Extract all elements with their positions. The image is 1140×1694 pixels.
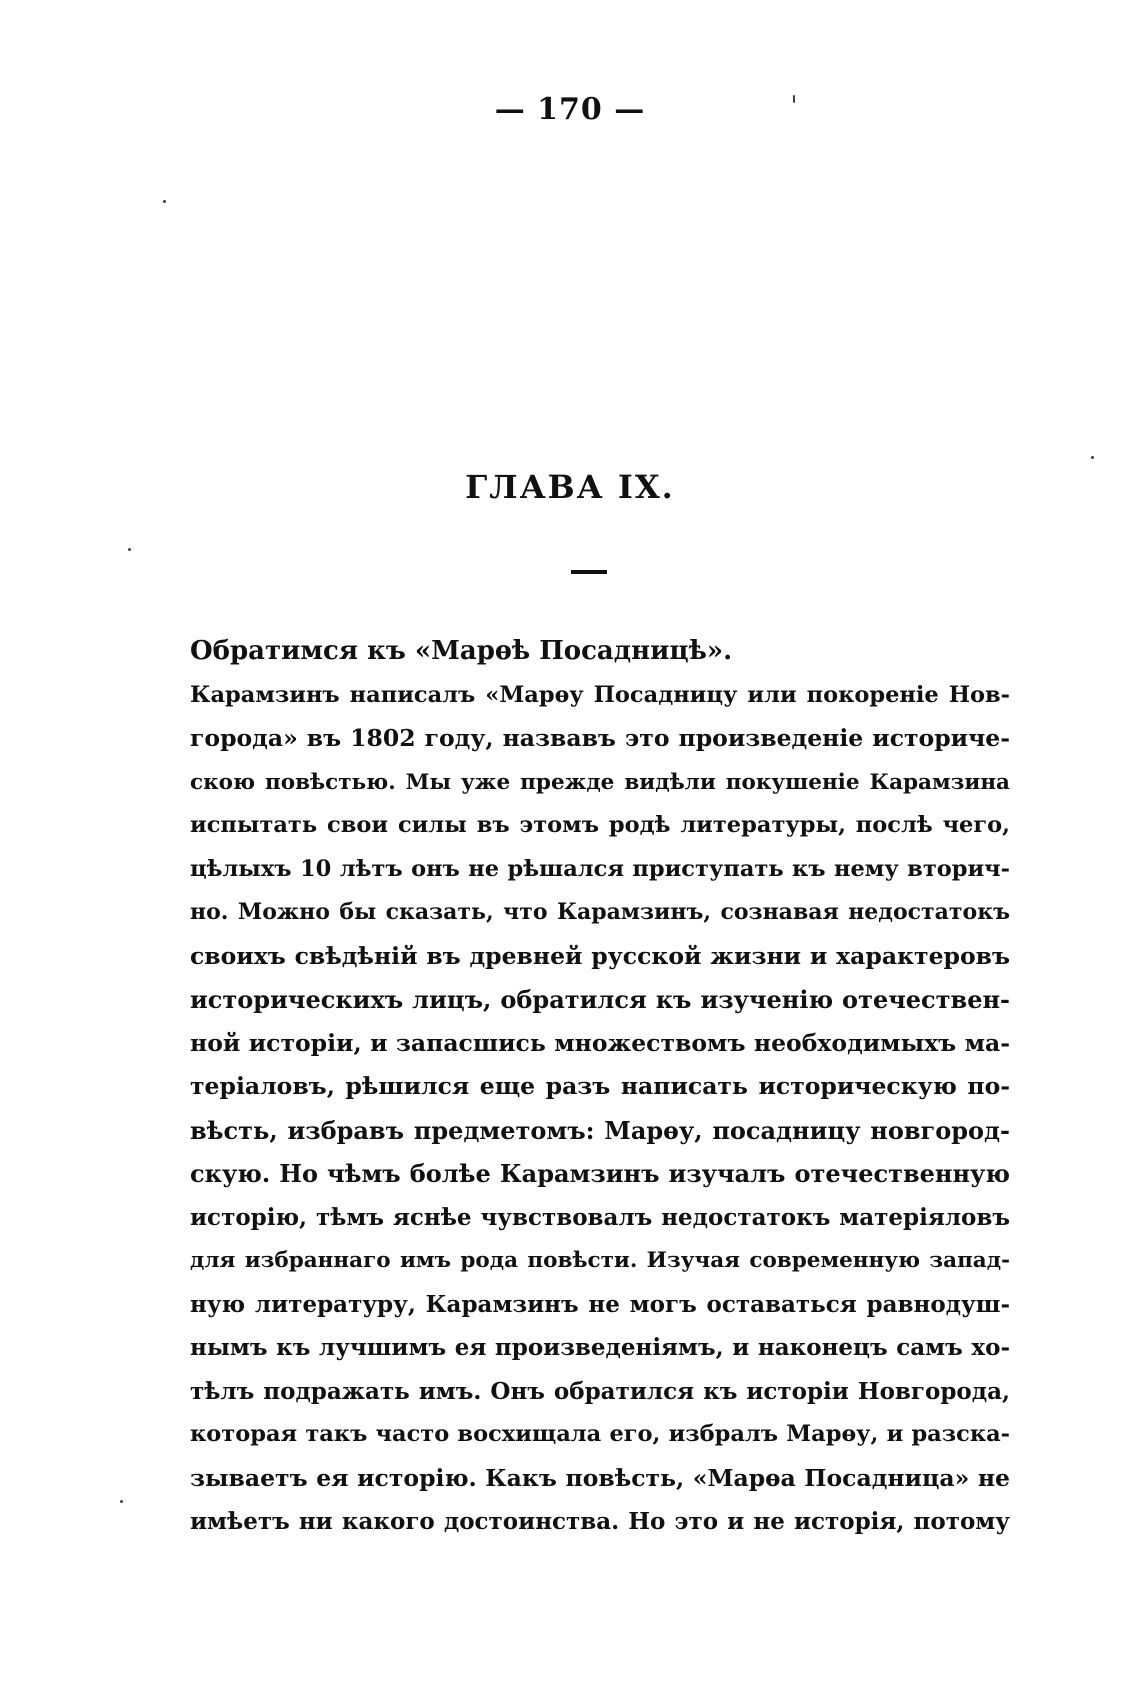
page-number: — 170 — bbox=[494, 92, 646, 127]
print-speck bbox=[120, 1500, 123, 1503]
print-speck bbox=[1091, 456, 1094, 459]
text-line: Обратимся къ «Марѳѣ Посадницѣ». bbox=[190, 636, 733, 666]
print-speck bbox=[128, 548, 131, 551]
text-line: вѣсть, избравъ предметомъ: Марѳу, посадницу новгород- bbox=[190, 1115, 1010, 1145]
text-line: исторію, тѣмъ яснѣе чувствовалъ недостатокъ матеріяловъ bbox=[190, 1203, 1010, 1231]
text-line: скою повѣстью. Мы уже прежде видѣли покушеніе Карамзина bbox=[190, 769, 1010, 795]
text-line: теріаловъ, рѣшился еще разъ написать историческую по- bbox=[190, 1072, 1010, 1100]
chapter-title: ГЛАВА IX. bbox=[465, 468, 675, 506]
text-line: тѣлъ подражать имъ. Онъ обратился къ исторіи Новгорода, bbox=[190, 1377, 1010, 1405]
text-line: но. Можно бы сказать, что Карамзинъ, сознавая недостатокъ bbox=[190, 899, 1010, 925]
text-line: которая такъ часто восхищала его, избралъ Марѳу, и разска- bbox=[190, 1421, 1010, 1447]
text-line: испытать свои силы въ этомъ родѣ литературы, послѣ чего, bbox=[190, 812, 1010, 838]
print-speck bbox=[163, 200, 166, 203]
text-line: нымъ къ лучшимъ ея произведеніямъ, и наконецъ самъ хо- bbox=[190, 1334, 1010, 1361]
text-line: ную литературу, Карамзинъ не могъ оставаться равнодуш- bbox=[190, 1290, 1010, 1318]
text-line: скую. Но чѣмъ болѣе Карамзинъ изучалъ отечественную bbox=[190, 1159, 1010, 1188]
text-line: имѣетъ ни какого достоинства. Но это и не исторія, потому bbox=[190, 1508, 1010, 1535]
text-line: города» въ 1802 году, назвавъ это произведеніе историче- bbox=[190, 724, 1010, 752]
text-line: цѣлыхъ 10 лѣтъ онъ не рѣшался приступать къ нему вторич- bbox=[190, 855, 1010, 882]
text-line: историческихъ лицъ, обратился къ изученію отечествен- bbox=[190, 985, 1010, 1014]
print-speck bbox=[793, 95, 795, 103]
text-line: Карамзинъ написалъ «Марѳу Посадницу или покореніе Нов- bbox=[190, 681, 1010, 708]
text-line: своихъ свѣдѣній въ древней русской жизни и характеровъ bbox=[190, 941, 1010, 970]
text-line: для избраннаго имъ рода повѣсти. Изучая современную запад- bbox=[190, 1248, 1010, 1273]
title-rule bbox=[571, 570, 607, 574]
text-line: ной исторіи, и запасшись множествомъ необходимыхъ ма- bbox=[190, 1028, 1010, 1057]
text-line: зываетъ ея исторію. Какъ повѣсть, «Марѳа Посадница» не bbox=[190, 1463, 1010, 1492]
body-text bbox=[190, 630, 1010, 1544]
